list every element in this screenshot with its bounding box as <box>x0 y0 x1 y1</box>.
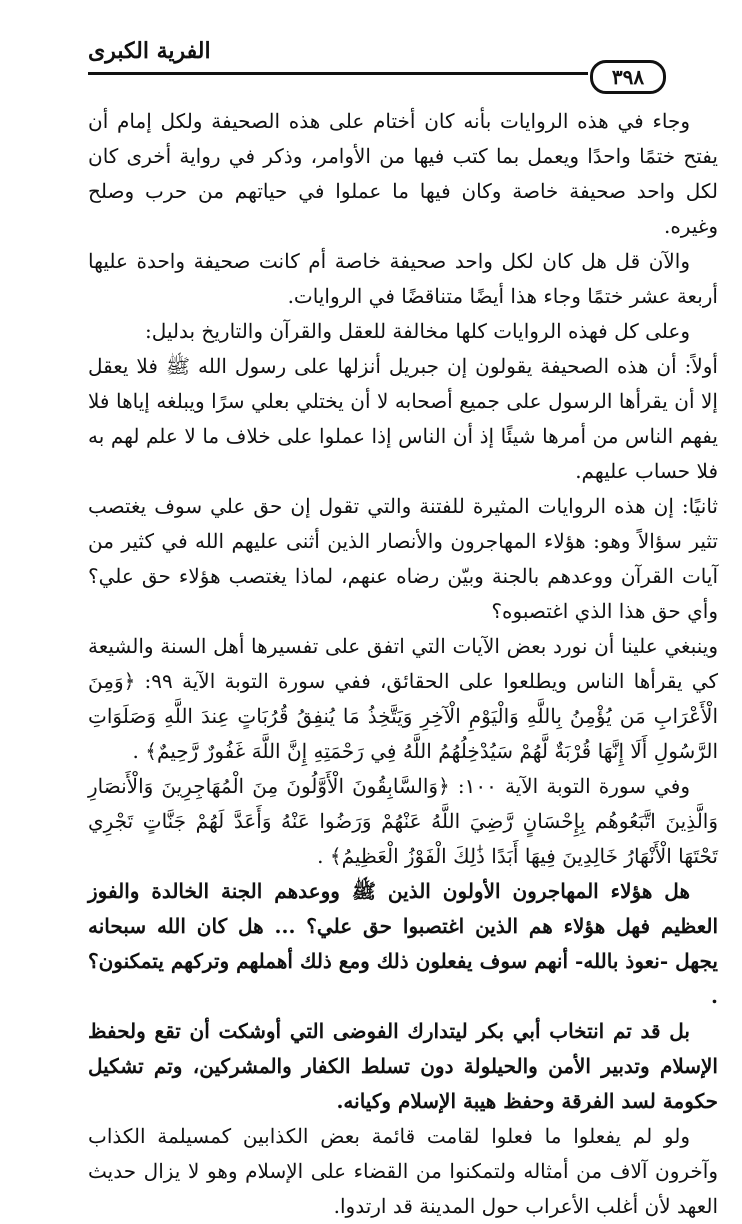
paragraph-election: بل قد تم انتخاب أبي بكر ليتدارك الفوضى التي أوشكت أن تقع ولحفظ الإسلام وتدبير الأمن والحيلولة دون تسلط الكفار والمشركين، وتم تشكيل حكومة لسد الفرقة وحفظ هيبة الإسلام وكيانه. <box>88 1019 718 1113</box>
paragraph-verse-100: وفي سورة التوبة الآية ١٠٠: ﴿وَالسَّابِقُونَ الْأَوَّلُونَ مِنَ الْمُهَاجِرِينَ وَالْأَنصَارِ وَالَّذِينَ اتَّبَعُوهُم بِإِحْسَانٍ رَّضِيَ اللَّهُ عَنْهُمْ وَرَضُوا عَنْهُ وَأَعَدَّ لَهُمْ جَنَّاتٍ تَجْرِي تَحْتَهَا الْأَنْهَارُ خَالِدِينَ فِيهَا أَبَدًا ذَٰلِكَ الْفَوْزُ الْعَظِيمُ﴾ . <box>88 774 718 868</box>
header-divider <box>88 72 588 75</box>
paragraph-question: هل هؤلاء المهاجرون الأولون الذين ﷺ ووعدهم الجنة الخالدة والفوز العظيم فهل هؤلاء هم الذين اغتصبوا حق علي؟ ... هل كان الله سبحانه يجهل -نعوذ بالله- أنهم سوف يفعلون ذلك ومع ذلك أهملهم وتركهم يتمكنون؟ . <box>88 879 718 1008</box>
paragraph-conclusion: ولو لم يفعلوا ما فعلوا لقامت قائمة بعض الكذابين كمسيلمة الكذاب وآخرون آلاف من أمثاله ولتمكنوا من القضاء على الإسلام وهو لا يزال حديث العهد لأن أغلب الأعراب حول المدينة قد ارتدوا. <box>88 1124 718 1218</box>
paragraph-first-point: أولاً: أن هذه الصحيفة يقولون إن جبريل أنزلها على رسول الله ﷺ فلا يعقل إلا أن يقرأها الرسول على جميع أصحابه لا أن يختلي بعلي سرًا ويبلغه إياها فلا يفهم الناس من أمرها شيئًا إذ أن الناس إذا عملوا على خلاف ما لا علم لهم به فلا حساب عليهم. <box>88 354 718 483</box>
paragraph-2: والآن قل هل كان لكل واحد صحيفة خاصة أم كانت صحيفة واحدة عليها أربعة عشر ختمًا وجاء هذا أيضًا متناقضًا في الروايات. <box>88 249 718 308</box>
paragraph-second-point: ثانيًا: إن هذه الروايات المثيرة للفتنة والتي تقول إن حق علي سوف يغتصب تثير سؤالاً وهو: هؤلاء المهاجرون والأنصار الذين أثنى عليهم الله في كثير من آيات القرآن ووعدهم بالجنة وبيّن رضاه عنهم، لماذا يغتصب هؤلاء حق علي؟ وأي حق هذا الذي اغتصبوه؟ <box>88 494 718 623</box>
running-header-title: الفرية الكبرى <box>88 38 211 64</box>
paragraph-1: وجاء في هذه الروايات بأنه كان أختام على هذه الصحيفة ولكل إمام أن يفتح ختمًا واحدًا ويعمل بما كتب فيها من الأوامر، وذكر في رواية أخرى كان لكل واحد صحيفة خاصة وكان فيها ما عملوا في حياتهم من حرب وصلح وغيره. <box>88 109 718 238</box>
paragraph-3: وعلى كل فهذه الروايات كلها مخالفة للعقل والقرآن والتاريخ بدليل: <box>145 319 690 343</box>
page-body <box>88 104 718 1224</box>
page-number: ٣٩٨ <box>590 60 666 94</box>
paragraph-verses-intro: وينبغي علينا أن نورد بعض الآيات التي اتفق على تفسيرها أهل السنة والشيعة كي يقرأها الناس ويطلعوا على الحقائق، ففي سورة التوبة الآية ٩٩: ﴿وَمِنَ الْأَعْرَابِ مَن يُؤْمِنُ بِاللَّهِ وَالْيَوْمِ الْآخِرِ وَيَتَّخِذُ مَا يُنفِقُ قُرُبَاتٍ عِندَ اللَّهِ وَصَلَوَاتِ الرَّسُولِ أَلَا إِنَّهَا قُرْبَةٌ لَّهُمْ سَيُدْخِلُهُمُ اللَّهُ فِي رَحْمَتِهِ إِنَّ اللَّهَ غَفُورٌ رَّحِيمٌ﴾ . <box>88 634 718 763</box>
